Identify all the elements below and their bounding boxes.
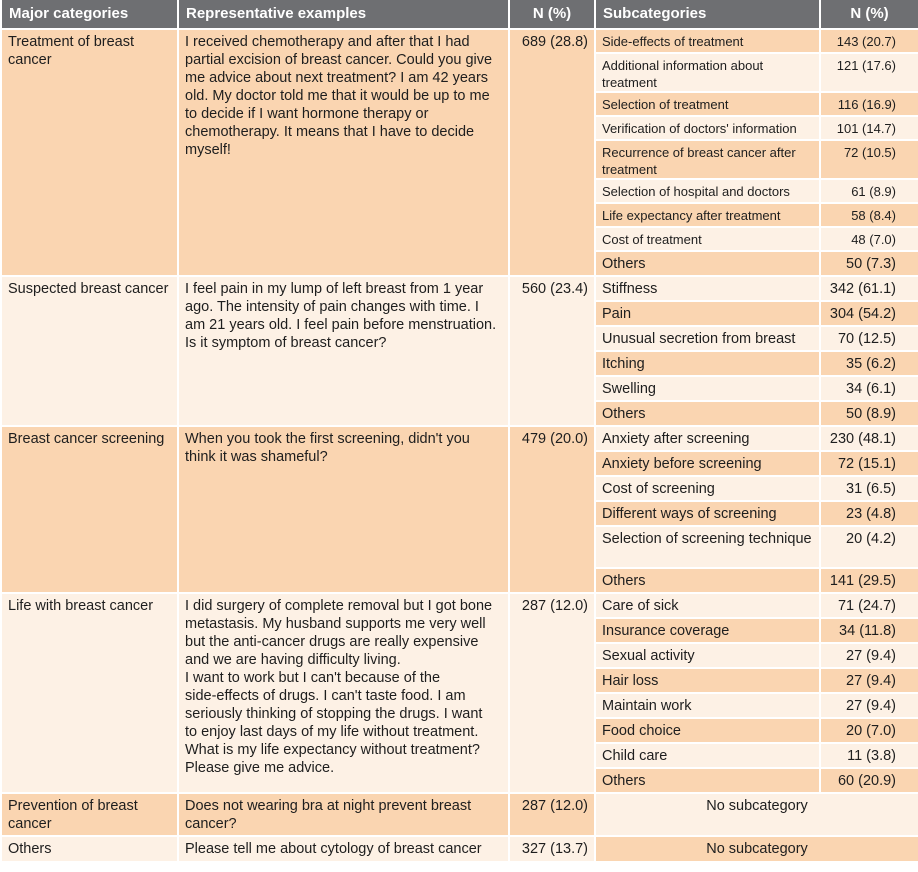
table-row: [1, 426, 918, 451]
subcategory-n: 141 (29.5): [820, 568, 918, 593]
category-cell: Life with breast cancer: [1, 593, 178, 793]
subcategory-n: 71 (24.7): [820, 593, 918, 618]
header-n-percent: N (%): [509, 0, 595, 29]
subcategory-n: 230 (48.1): [820, 426, 918, 451]
table-row: [1, 593, 918, 618]
subcategory-n: 20 (7.0): [820, 718, 918, 743]
subcategory-label: Selection of hospital and doctors: [595, 179, 820, 203]
example-line: metastasis. My husband supports me very well: [185, 616, 486, 632]
subcategory-n: 48 (7.0): [820, 227, 918, 251]
subcategory-label: Insurance coverage: [595, 618, 820, 643]
subcategory-label: Pain: [595, 301, 820, 326]
no-subcategory-cell: No subcategory: [595, 836, 918, 862]
subcategory-n: 72 (15.1): [820, 451, 918, 476]
subcategory-n: 101 (14.7): [820, 116, 918, 140]
example-cell: [178, 593, 509, 793]
example-line: seriously thinking of stopping the drugs. I want: [185, 706, 483, 722]
subcategory-label: Itching: [595, 351, 820, 376]
subcategory-label: Cost of screening: [595, 476, 820, 501]
subcategory-n: 27 (9.4): [820, 693, 918, 718]
subcategory-label: Sexual activity: [595, 643, 820, 668]
subcategory-label: Side-effects of treatment: [595, 29, 820, 53]
subcategory-label: Others: [595, 251, 820, 276]
subcategory-label: Verification of doctors' information: [595, 116, 820, 140]
subcategory-n: 27 (9.4): [820, 668, 918, 693]
subcategory-n: 70 (12.5): [820, 326, 918, 351]
subcategory-label: Hair loss: [595, 668, 820, 693]
table-row: [1, 276, 918, 301]
category-cell: Breast cancer screening: [1, 426, 178, 593]
category-n-cell: 287 (12.0): [509, 593, 595, 793]
category-n-cell: 327 (13.7): [509, 836, 595, 862]
example-line: I did surgery of complete removal but I got bone: [185, 598, 493, 614]
subcategory-n: 58 (8.4): [820, 203, 918, 227]
subcategory-n: 11 (3.8): [820, 743, 918, 768]
example-line: I want to work but I can't because of the: [185, 670, 441, 686]
subcategory-label: Others: [595, 401, 820, 426]
subcategory-n: 31 (6.5): [820, 476, 918, 501]
subcategory-label: Food choice: [595, 718, 820, 743]
subcategory-n: 61 (8.9): [820, 179, 918, 203]
example-cell: Please tell me about cytology of breast cancer: [178, 836, 509, 862]
subcategory-n: 304 (54.2): [820, 301, 918, 326]
table-row: [1, 29, 918, 53]
example-cell: Does not wearing bra at night prevent breast cancer?: [178, 793, 509, 836]
subcategory-label: Swelling: [595, 376, 820, 401]
subcategory-n: 72 (10.5): [820, 140, 918, 179]
subcategory-label: Others: [595, 568, 820, 593]
subcategory-label: Others: [595, 768, 820, 793]
subcategory-n: 116 (16.9): [820, 92, 918, 116]
subcategory-n: 27 (9.4): [820, 643, 918, 668]
header-major-categories: Major categories: [1, 0, 178, 29]
subcategory-label: Maintain work: [595, 693, 820, 718]
example-line: to enjoy last days of my life without treatment.: [185, 724, 479, 740]
category-cell: Prevention of breast cancer: [1, 793, 178, 836]
subcategory-n: 50 (7.3): [820, 251, 918, 276]
subcategory-n: 23 (4.8): [820, 501, 918, 526]
subcategory-label: Life expectancy after treatment: [595, 203, 820, 227]
example-cell: I feel pain in my lump of left breast from 1 year ago. The intensity of pain changes with time. I am 21 years old. I feel pain before menstruation. Is it symptom of breast cancer?: [178, 276, 509, 426]
no-subcategory-cell: No subcategory: [595, 793, 918, 836]
subcategory-label: Selection of screening technique: [595, 526, 820, 568]
example-line: What is my life expectancy without treatment?: [185, 742, 480, 758]
subcategory-label: Stiffness: [595, 276, 820, 301]
example-line: and we are having difficulty living.: [185, 652, 401, 668]
header-sub-n-percent: N (%): [820, 0, 918, 29]
subcategory-n: 143 (20.7): [820, 29, 918, 53]
table-header: [1, 0, 918, 29]
example-cell: I received chemotherapy and after that I had partial excision of breast cancer. Could you give me advice about next treatment? I am 42 years old. My doctor told me that it would be up to me to decide if I want hormone therapy or chemotherapy. It means that I have to decide myself!: [178, 29, 509, 276]
category-cell: Others: [1, 836, 178, 862]
subcategory-label: Recurrence of breast cancer after treatment: [595, 140, 820, 179]
subcategory-label: Anxiety before screening: [595, 451, 820, 476]
subcategory-n: 342 (61.1): [820, 276, 918, 301]
subcategory-n: 60 (20.9): [820, 768, 918, 793]
subcategory-label: Different ways of screening: [595, 501, 820, 526]
subcategory-n: 34 (6.1): [820, 376, 918, 401]
example-line: Please give me advice.: [185, 760, 335, 776]
subcategory-label: Unusual secretion from breast: [595, 326, 820, 351]
subcategory-label: Care of sick: [595, 593, 820, 618]
example-cell: When you took the first screening, didn't you think it was shameful?: [178, 426, 509, 593]
category-n-cell: 560 (23.4): [509, 276, 595, 426]
example-line: side-effects of drugs. I can't taste food. I am: [185, 688, 466, 704]
category-n-cell: 287 (12.0): [509, 793, 595, 836]
category-cell: Treatment of breast cancer: [1, 29, 178, 276]
subcategory-label: Selection of treatment: [595, 92, 820, 116]
header-representative-examples: Representative examples: [178, 0, 509, 29]
table-row: [1, 836, 918, 862]
category-n-cell: 479 (20.0): [509, 426, 595, 593]
example-line: but the anti-cancer drugs are really expensive: [185, 634, 479, 650]
subcategory-n: 20 (4.2): [820, 526, 918, 568]
subcategory-label: Child care: [595, 743, 820, 768]
subcategory-label: Additional information about treatment: [595, 53, 820, 92]
category-n-cell: 689 (28.8): [509, 29, 595, 276]
subcategory-label: Anxiety after screening: [595, 426, 820, 451]
category-cell: Suspected breast cancer: [1, 276, 178, 426]
subcategory-n: 50 (8.9): [820, 401, 918, 426]
subcategory-n: 121 (17.6): [820, 53, 918, 92]
table-row: [1, 793, 918, 836]
subcategory-n: 35 (6.2): [820, 351, 918, 376]
subcategory-n: 34 (11.8): [820, 618, 918, 643]
subcategory-label: Cost of treatment: [595, 227, 820, 251]
header-subcategories: Subcategories: [595, 0, 820, 29]
